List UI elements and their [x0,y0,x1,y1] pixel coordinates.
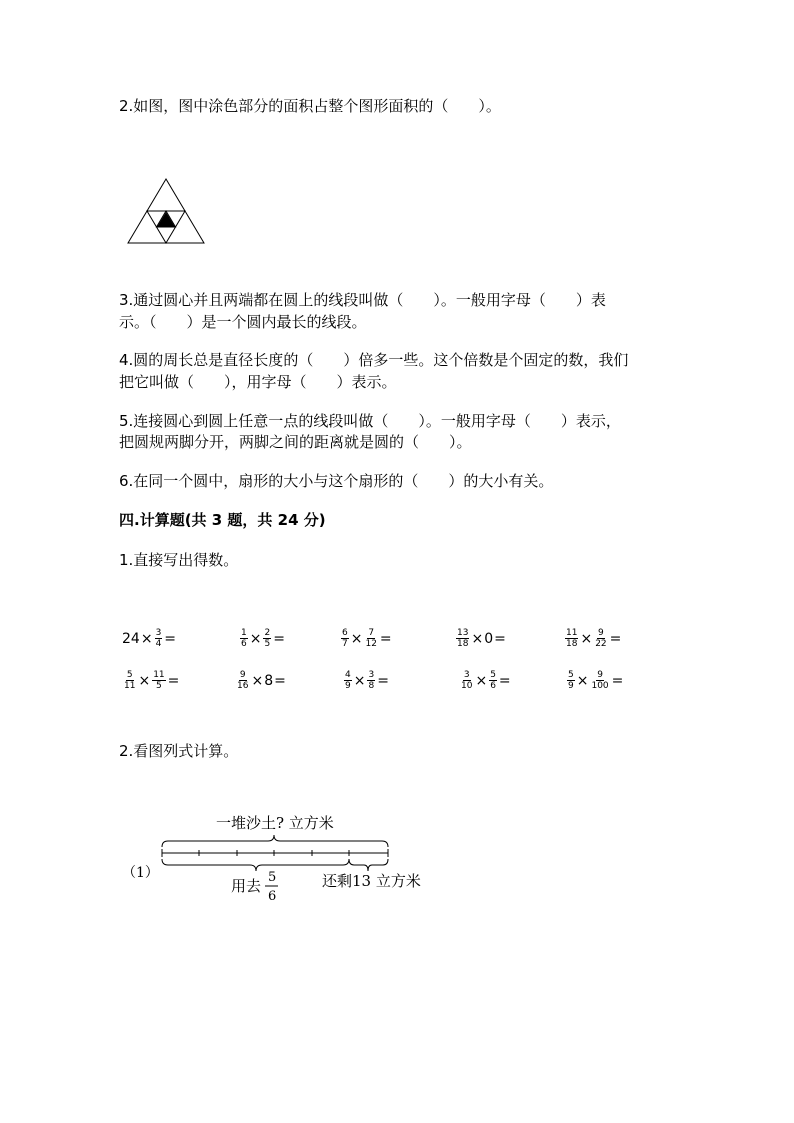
operand: 24 [122,630,140,647]
times-sign: × [475,672,488,689]
top-brace [162,835,388,847]
numerator: 11 [566,628,578,638]
fraction [263,628,271,649]
fraction [123,670,136,691]
denominator: 18 [457,639,469,649]
numerator: 5 [126,670,133,680]
numerator: 11 [153,670,165,680]
expression-10 [566,670,624,691]
used-brace [162,859,349,871]
denominator: 100 [591,681,609,691]
fraction [240,628,248,649]
fraction [456,628,469,649]
denominator: 6 [490,681,496,691]
equals-sign: = [494,630,506,647]
numerator: 3 [368,670,375,680]
expression-2 [239,628,286,649]
expression-6 [122,670,180,691]
denominator: 5 [264,639,271,649]
used-denominator: 6 [268,889,277,904]
sand-pile-diagram [120,805,440,910]
denominator: 16 [237,681,249,691]
numerator: 1 [241,628,247,638]
times-sign: × [251,672,264,689]
fraction [460,670,473,691]
operand: 8 [264,672,274,689]
remain-brace [349,859,388,871]
used-numerator: 5 [268,870,277,885]
expression-8 [343,670,390,691]
fraction [155,628,163,649]
fraction [565,628,578,649]
equals-sign: = [274,672,286,689]
denominator: 7 [342,639,348,649]
calc-1-title: 1.直接写出得数。 [119,551,239,569]
times-sign: × [471,630,484,647]
fraction [152,670,165,691]
denominator: 12 [365,639,377,649]
times-sign: × [576,672,589,689]
denominator: 5 [156,681,162,691]
question-2: 2.如图，图中涂色部分的面积占整个图形面积的（ ）。 [119,97,501,115]
expression-5 [564,628,622,649]
equals-sign: = [377,672,389,689]
times-sign: × [580,630,593,647]
denominator: 18 [566,639,578,649]
numerator: 3 [155,628,162,638]
numerator: 13 [457,628,469,638]
times-sign: × [140,630,153,647]
numerator: 9 [239,670,246,680]
section-4-title: 四.计算题(共 3 题，共 24 分) [119,511,326,529]
numerator: 7 [368,628,375,638]
used-label: 用去 [231,877,262,895]
fraction [367,670,375,691]
expression-4 [455,628,507,649]
equals-sign: = [609,630,622,647]
times-sign: × [249,630,262,647]
numerator: 4 [345,670,351,680]
denominator: 9 [345,681,351,691]
denominator: 10 [461,681,473,691]
numerator: 2 [264,628,271,638]
question-4-line-1: 4.圆的周长总是直径长度的（ ）倍多一些。这个倍数是个固定的数，我们 [119,351,629,369]
numerator: 5 [568,670,574,680]
question-3-line-2: 示。（ ）是一个圆内最长的线段。 [119,313,367,331]
question-6: 6.在同一个圆中，扇形的大小与这个扇形的（ ）的大小有关。 [119,472,554,490]
question-5-line-1: 5.连接圆心到圆上任意一点的线段叫做（ ）。一般用字母（ ）表示， [119,412,621,430]
denominator: 8 [368,681,375,691]
fraction [567,670,575,691]
numerator: 3 [463,670,470,680]
triangle-figure [124,177,208,247]
expression-7 [235,670,287,691]
denominator: 22 [595,639,607,649]
fraction [344,670,352,691]
expression-1 [122,628,177,649]
denominator: 4 [155,639,162,649]
top-label: 一堆沙土? 立方米 [216,814,334,832]
denominator: 9 [568,681,574,691]
expression-9 [459,670,512,691]
fraction [594,628,607,649]
operand: 0 [484,630,494,647]
equals-sign: = [273,630,285,647]
equals-sign: = [498,672,511,689]
times-sign: × [353,672,366,689]
times-sign: × [350,630,363,647]
times-sign: × [138,672,151,689]
numerator: 5 [490,670,496,680]
fraction [489,670,497,691]
remain-label: 还剩13 立方米 [322,872,421,890]
numerator: 9 [597,670,603,680]
expression-3 [340,628,393,649]
question-4-line-2: 把它叫做（ ），用字母（ ）表示。 [119,373,397,391]
equals-sign: = [167,672,180,689]
question-3-line-1: 3.通过圆心并且两端都在圆上的线段叫做（ ）。一般用字母（ ）表 [119,291,606,309]
fraction [364,628,377,649]
calc-2-title: 2.看图列式计算。 [119,742,239,760]
fraction [236,670,249,691]
equals-sign: = [611,672,624,689]
denominator: 11 [124,681,136,691]
fraction [341,628,349,649]
equals-sign: = [164,630,177,647]
equals-sign: = [379,630,392,647]
numerator: 9 [598,628,604,638]
part-label: （1） [122,865,159,881]
question-5-line-2: 把圆规两脚分开，两脚之间的距离就是圆的（ ）。 [119,433,472,451]
fraction [590,670,609,691]
numerator: 6 [342,628,348,638]
denominator: 6 [241,639,247,649]
